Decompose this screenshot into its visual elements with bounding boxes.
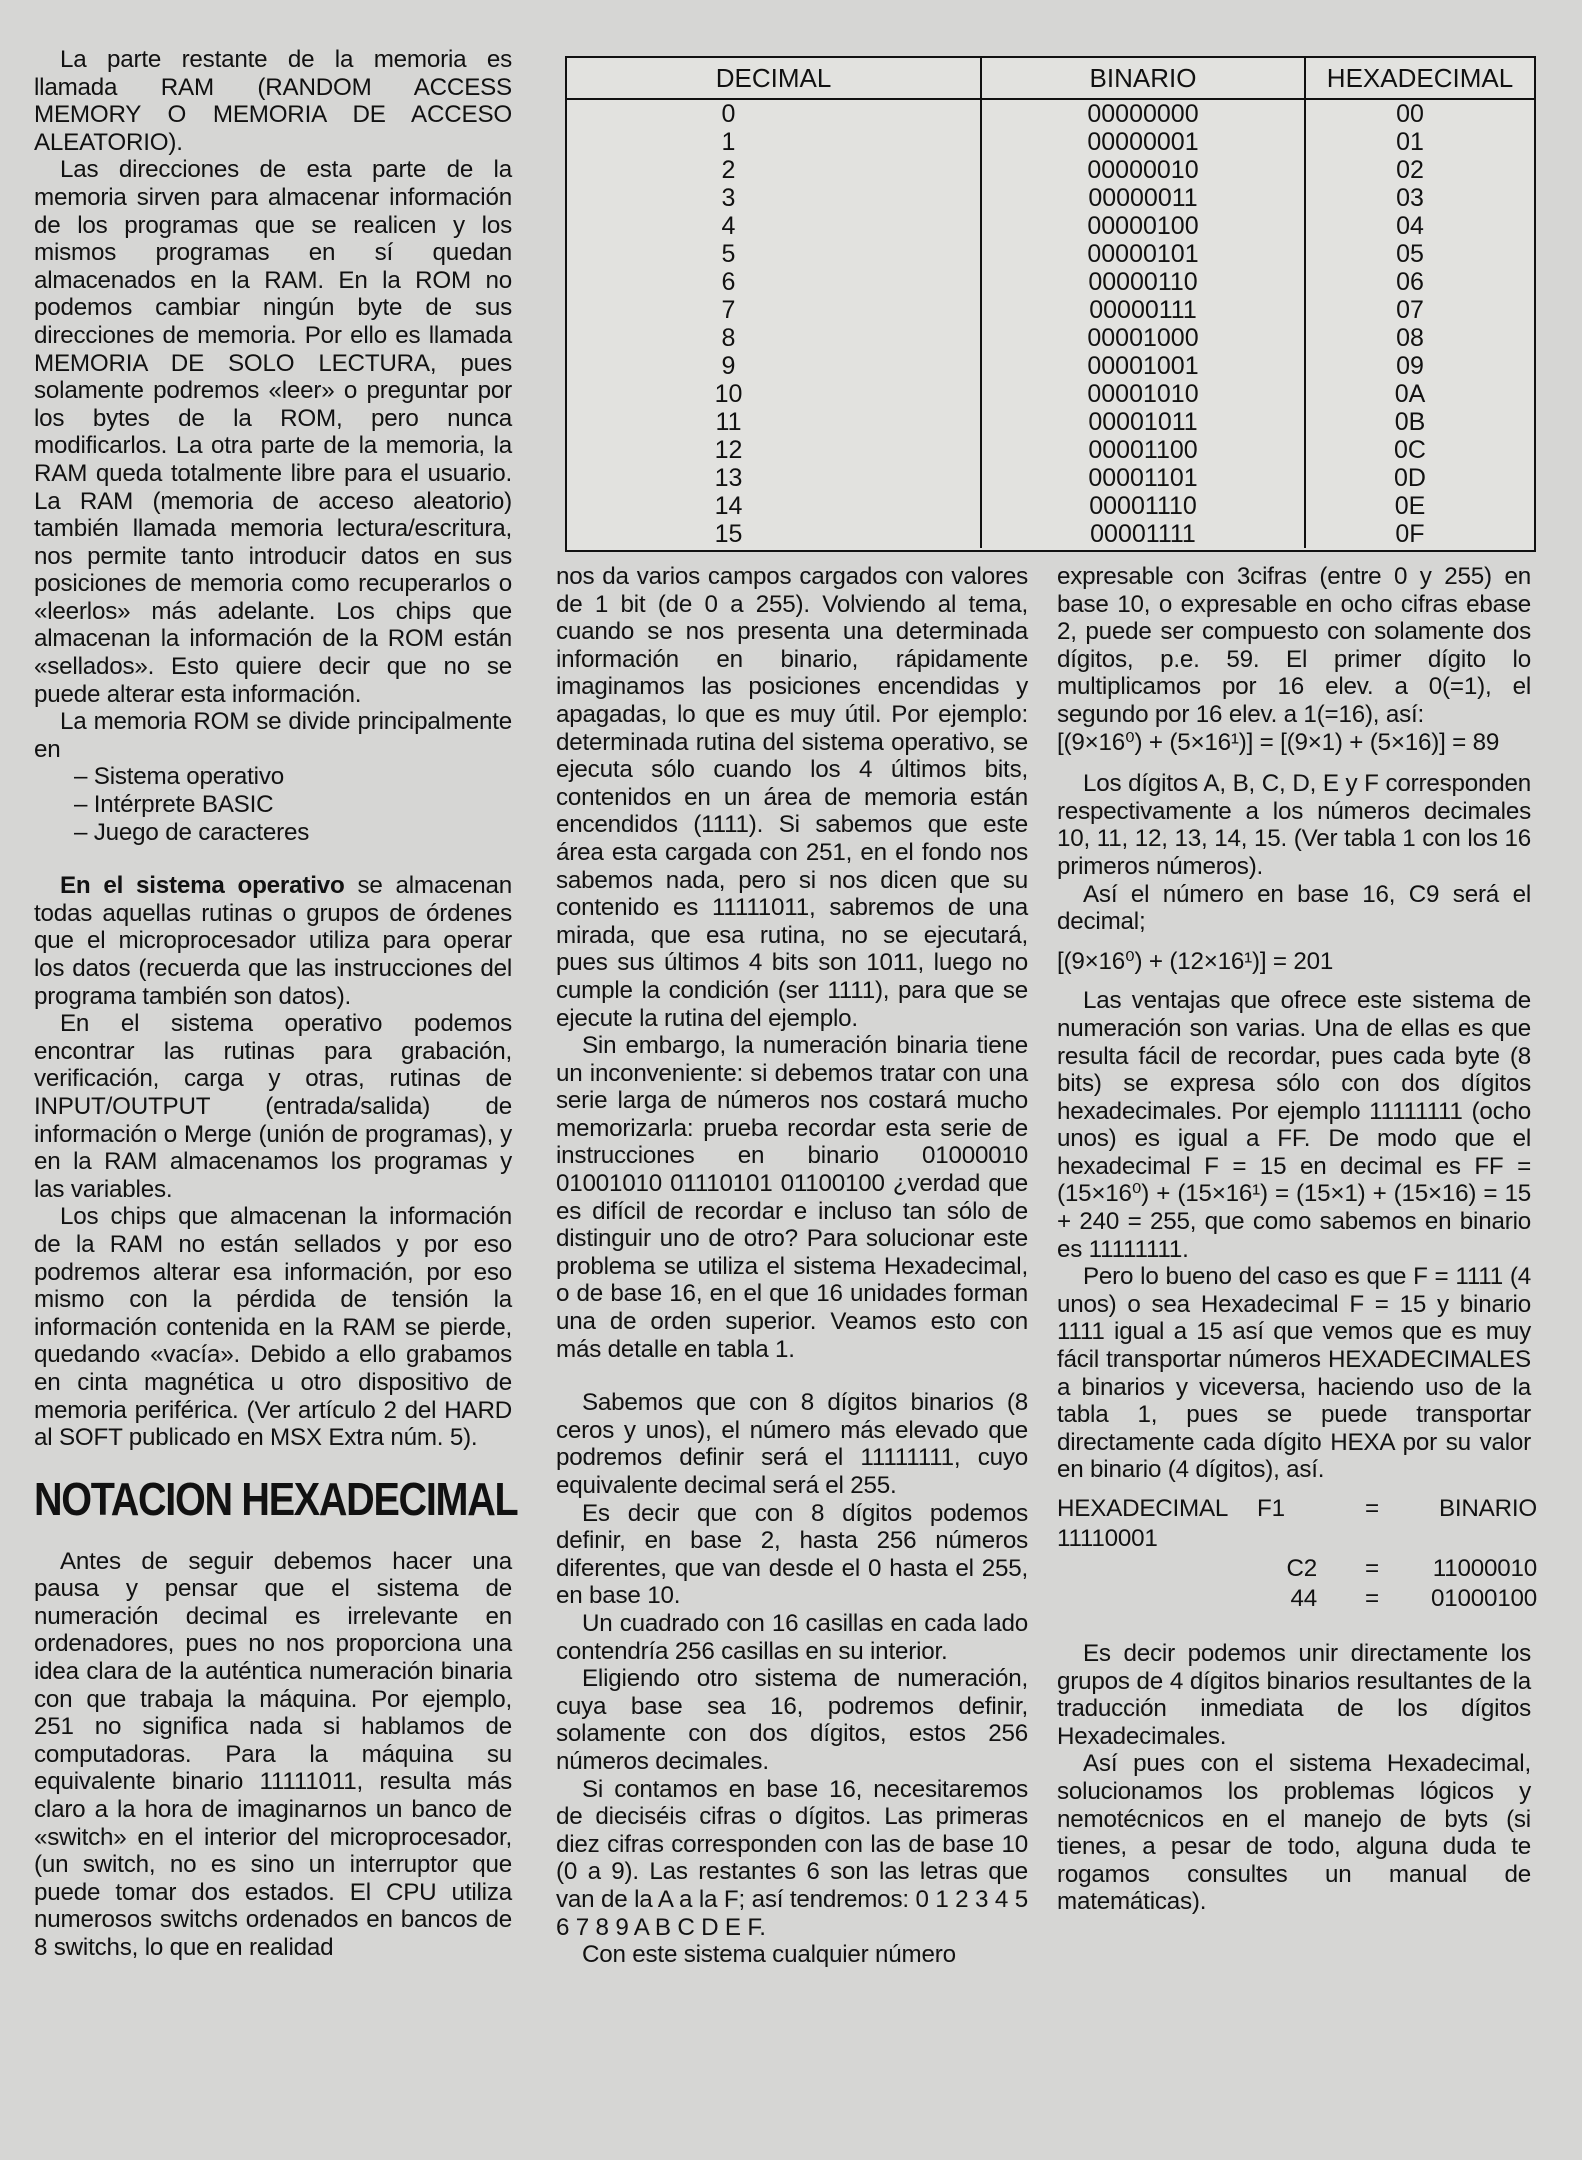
hex-cell: 01: [1396, 128, 1424, 156]
paragraph: Sin embargo, la numeración binaria tiene un inconveniente: si debemos tratar con una serie larga de números nos costará mucho memorizarla: prueba recordar esta serie de instrucciones en binario 01000010 01001010 01110101 01100100 ¿verdad que es difícil de recordar e incluso tan sólo de distinguir uno de otro? Para solucionar este problema se utiliza el sistema Hexadecimal, o de base 16, en el que 16 unidades forman una de orden superior. Veamos esto con más detalle en tabla 1.: [556, 1032, 1028, 1363]
table-header-row: [567, 58, 1534, 99]
paragraph-text: se almacenan todas aquellas rutinas o grupos de órdenes que el microprocesador utiliza para operar los datos (recuerda que las instrucciones del programa también son datos).: [34, 872, 512, 1010]
binary-cell: 00000110: [981, 268, 1305, 296]
paragraph: Es decir que con 8 dígitos podemos definir, en base 2, hasta 256 números diferentes, que van desde el 0 hasta el 255, en base 10.: [556, 1499, 1028, 1610]
hex-cell: 05: [1396, 240, 1424, 268]
binary-cell: 00001100: [981, 436, 1305, 464]
hex-cell: 0D: [1394, 464, 1426, 492]
eq-sign: =: [1365, 1585, 1379, 1612]
paragraph: Pero lo bueno del caso es que F = 1111 (4 unos) o sea Hexadecimal F = 15 y binario 1111 igual a 15 así que vemos que es muy fácil transportar números HEXADECIMALES a binarios y viceversa, haciendo uso de la tabla 1, pues se puede transportar directamente cada dígito HEXA por su valor en binario (4 dígitos), así.: [1057, 1263, 1531, 1484]
paragraph: Los dígitos A, B, C, D, E y F corresponden respectivamente a los números decimales 10, 11, 12, 13, 14, 15. (Ver tabla 1 con los 16 primeros números).: [1057, 770, 1531, 880]
paragraph: nos da varios campos cargados con valores de 1 bit (de 0 a 255). Volviendo al tema, cuando se nos presenta una determinada información en binario, rápidamente imaginamos las posiciones encendidas y apagadas, lo que es muy útil. Por ejemplo: determinada rutina del sistema operativo, se ejecuta sólo cuando los 4 últimos bits, contenidos en un área de memoria están encendidos (1111). Si sabemos que este área esta cargada con 251, en el fondo nos sabemos nada, pero si nos dicen que su contenido es 11111011, sabremos de una mirada, que esa rutina, no se ejecutará, pues sus últimos 4 bits son 1011, luego no cumple la condición (ser 1111), para que se ejecute la rutina del ejemplo.: [556, 563, 1028, 1032]
hex-cell: 07: [1396, 296, 1424, 324]
table-row: [567, 520, 1534, 548]
binary-cell: 00001101: [981, 464, 1305, 492]
paragraph: Así pues con el sistema Hexadecimal, solucionamos los problemas lógicos y nemotécnicos en el manejo de byts (si tienes, a pesar de todo, alguna duda te rogamos consultes un manual de matemáticas).: [1057, 1750, 1531, 1916]
hex-cell: 08: [1396, 324, 1424, 352]
paragraph: expresable con 3cifras (entre 0 y 255) en base 10, o expresable en ocho cifras ebase 2, puede ser compuesto con solamente dos dígitos, p.e. 59. El primer dígito lo multiplicamos por 16 elev. a 0(=1), el segundo por 16 elev. a 1(=16), así:: [1057, 563, 1531, 728]
table-row: [567, 408, 1534, 436]
section-heading: NOTACION HEXADECIMAL: [34, 1472, 518, 1525]
hex-table: [565, 56, 1536, 552]
hex-cell: 03: [1396, 184, 1424, 212]
eq-bin: 11110001: [1057, 1525, 1158, 1552]
table-row: [567, 436, 1534, 464]
formula: [(9×16⁰) + (12×16¹)] = 201: [1057, 947, 1334, 975]
eq-sign: =: [1365, 1555, 1379, 1582]
bold-lead: En el sistema operativo: [60, 872, 345, 900]
decimal-cell: 0: [567, 99, 981, 128]
paragraph: Los chips que almacenan la información de la RAM no están sellados y por eso podremos alterar esa información, por eso mismo con la pérdida de tensión la información contenida en la RAM se pierde, quedando «vacía». Debido a ello grabamos en cinta magnética u otro dispositivo de memoria periférica. (Ver artículo 2 del HARD al SOFT publicado en MSX Extra núm. 5).: [34, 1203, 512, 1452]
paragraph: Un cuadrado con 16 casillas en cada lado contendría 256 casillas en su interior.: [556, 1609, 1028, 1665]
header-hexadecimal: HEXADECIMAL: [1305, 58, 1534, 99]
hex-cell: 0B: [1394, 408, 1426, 436]
header-decimal: DECIMAL: [567, 58, 981, 99]
binary-cell: 00001011: [981, 408, 1305, 436]
eq-hex: 44: [1290, 1585, 1317, 1612]
column-1: [34, 46, 518, 1962]
list-item: – Sistema operativo: [74, 763, 284, 791]
binary-cell: 00001110: [981, 492, 1305, 520]
hex-cell: 00: [1396, 100, 1424, 128]
paragraph: Eligiendo otro sistema de numeración, cuya base sea 16, podremos definir, solamente con dos dígitos, estos 256 números decimales.: [556, 1665, 1028, 1775]
eq-bin: 11000010: [1432, 1555, 1537, 1582]
decimal-cell: 7: [567, 296, 981, 324]
eq-hex: F1: [1257, 1495, 1285, 1522]
paragraph: Si contamos en base 16, necesitaremos de dieciséis cifras o dígitos. Las primeras diez cifras corresponden con las de base 10 (0 a 9). Las restantes 6 son las letras que van de la A a la F; así tendremos: 0 1 2 3 4 5 6 7 8 9 A B C D E F.: [556, 1775, 1028, 1941]
binary-cell: 00000010: [981, 156, 1305, 184]
decimal-cell: 14: [567, 492, 981, 520]
paragraph: Con este sistema cualquier número: [582, 1941, 956, 1969]
column-3: [1057, 563, 1537, 1916]
decimal-cell: 10: [567, 380, 981, 408]
paragraph: La parte restante de la memoria es llamada RAM (RANDOM ACCESS MEMORY O MEMORIA DE ACCESO ALEATORIO).: [34, 46, 512, 156]
binary-cell: 00001000: [981, 324, 1305, 352]
table-row: [567, 296, 1534, 324]
paragraph: Las ventajas que ofrece este sistema de numeración son varias. Una de ellas es que resulta fácil de recordar, pues cada byte (8 bits) se expresa sólo con dos dígitos hexadecimales. Por ejemplo 11111111 (ocho unos) es igual a FF. De modo que el hexadecimal F = 15 en decimal es FF = (15×16⁰) + (15×16¹) = (15×1) + (15×16) = 15 + 240 = 255, que como sabemos en binario es 11111111.: [1057, 987, 1531, 1263]
table-row: [567, 128, 1534, 156]
hex-cell: 02: [1396, 156, 1424, 184]
table-row: [567, 99, 1534, 128]
binary-cell: 00000100: [981, 212, 1305, 240]
list-item: – Juego de caracteres: [74, 818, 310, 846]
list-item: – Intérprete BASIC: [74, 791, 274, 819]
table-row: [567, 212, 1534, 240]
paragraph: En el sistema operativo podemos encontrar las rutinas para grabación, verificación, carga y otras, rutinas de INPUT/OUTPUT (entrada/salida) de información o Merge (unión de programas), y en la RAM almacenamos los programas y las variables.: [34, 1010, 512, 1203]
column-2: [556, 563, 1028, 1969]
hex-cell: 06: [1396, 268, 1424, 296]
decimal-cell: 12: [567, 436, 981, 464]
hex-cell: 09: [1396, 352, 1424, 380]
binary-cell: 00000011: [981, 184, 1305, 212]
conversion-example: [1057, 1494, 1537, 1614]
decimal-cell: 1: [567, 128, 981, 156]
decimal-cell: 8: [567, 324, 981, 352]
eq-label: HEXADECIMAL: [1057, 1495, 1229, 1522]
eq-hex: C2: [1286, 1555, 1317, 1582]
paragraph: Es decir podemos unir directamente los grupos de 4 dígitos binarios resultantes de la traducción inmediata de los dígitos Hexadecimales.: [1057, 1640, 1531, 1750]
decimal-cell: 11: [567, 408, 981, 436]
table-row: [567, 184, 1534, 212]
decimal-cell: 3: [567, 184, 981, 212]
paragraph: [34, 872, 512, 1010]
hex-cell: 0A: [1394, 380, 1426, 408]
eq-sign: =: [1365, 1495, 1379, 1522]
binary-cell: 00000101: [981, 240, 1305, 268]
table-row: [567, 492, 1534, 520]
hex-cell: 0F: [1395, 520, 1425, 548]
table-row: [567, 268, 1534, 296]
decimal-cell: 9: [567, 352, 981, 380]
table-row: [567, 464, 1534, 492]
decimal-cell: 13: [567, 464, 981, 492]
table-row: [567, 156, 1534, 184]
paragraph: Sabemos que con 8 dígitos binarios (8 ceros y unos), el número más elevado que podremos definir será el 11111111, cuyo equivalente decimal será el 255.: [556, 1389, 1028, 1499]
paragraph: Antes de seguir debemos hacer una pausa y pensar que el sistema de numeración decimal es irrelevante en ordenadores, pues no nos proporciona una idea clara de la auténtica numeración binaria con que trabaja la máquina. Por ejemplo, 251 no significa nada si hablamos de computadoras. Para la máquina su equivalente binario 11111011, resulta más claro a la hora de imaginarnos un banco de «switch» en el interior del microprocesador, (un switch, no es sino un interruptor que puede tomar dos estados. El CPU utiliza numerosos switchs ordenados en bancos de 8 switchs, lo que en realidad: [34, 1547, 512, 1961]
decimal-cell: 6: [567, 268, 981, 296]
paragraph: Las direcciones de esta parte de la memoria sirven para almacenar información de los programas que se realicen y los mismos programas en sí quedan almacenados en la RAM. En la ROM no podemos cambiar ningún byte de sus direcciones de memoria. Por ello es llamada MEMORIA DE SOLO LECTURA, pues solamente podremos «leer» o preguntar por los bytes de la ROM, pero nunca modificarlos. La otra parte de la memoria, la RAM queda totalmente libre para el usuario. La RAM (memoria de acceso aleatorio) también llamada memoria lectura/escritura, nos permite tanto introducir datos en sus posiciones de memoria como recuperarlos o «leerlos» más adelante. Los chips que almacenan la información de la ROM están «sellados». Esto quiere decir que no se puede alterar esta información.: [34, 156, 512, 708]
decimal-cell: 4: [567, 212, 981, 240]
conversion-table: [567, 58, 1534, 548]
formula: [(9×16⁰) + (5×16¹)] = [(9×1) + (5×16)] = 89: [1057, 728, 1500, 756]
table-row: [567, 352, 1534, 380]
paragraph: Así el número en base 16, C9 será el decimal;: [1057, 880, 1531, 936]
hex-cell: 0E: [1394, 492, 1426, 520]
paragraph: La memoria ROM se divide principalmente en: [34, 708, 512, 763]
decimal-cell: 2: [567, 156, 981, 184]
header-binario: BINARIO: [981, 58, 1305, 99]
binary-cell: 00000111: [981, 296, 1305, 324]
table-row: [567, 240, 1534, 268]
decimal-cell: 15: [567, 520, 981, 548]
hex-cell: 0C: [1394, 436, 1426, 464]
binary-cell: 00000000: [981, 99, 1305, 128]
decimal-cell: 5: [567, 240, 981, 268]
binary-cell: 00000001: [981, 128, 1305, 156]
binary-cell: 00001111: [981, 520, 1305, 548]
eq-bin: BINARIO: [1438, 1495, 1537, 1522]
binary-cell: 00001001: [981, 352, 1305, 380]
eq-bin: 01000100: [1430, 1585, 1537, 1612]
table-row: [567, 380, 1534, 408]
table-row: [567, 324, 1534, 352]
binary-cell: 00001010: [981, 380, 1305, 408]
hex-cell: 04: [1396, 212, 1424, 240]
table-body: [567, 99, 1534, 548]
